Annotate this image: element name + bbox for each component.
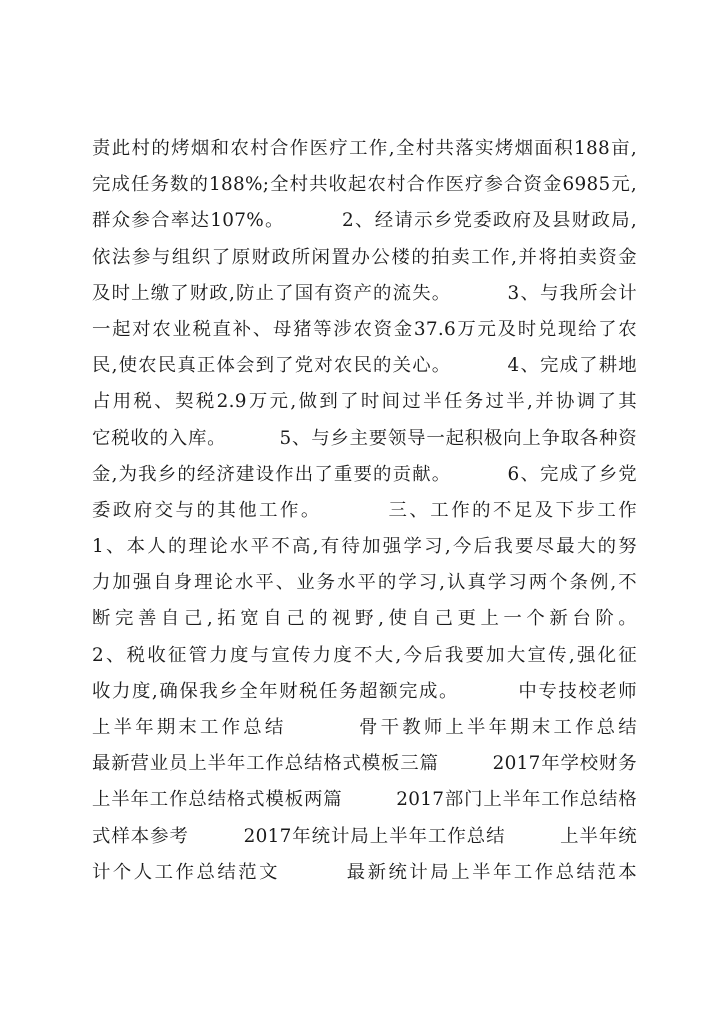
text-line: 上半年工作总结格式模板两篇 2017部门上半年工作总结格 bbox=[92, 789, 637, 811]
text-line: 及时上缴了财政,防止了国有资产的流失。 3、与我所会计 bbox=[92, 282, 637, 304]
text-line: 1、本人的理论水平不高,有待加强学习,今后我要尽最大的努 bbox=[92, 536, 637, 558]
text-line: 完成任务数的188%;全村共收起农村合作医疗参合资金6985元, bbox=[92, 174, 637, 196]
text-line: 群众参合率达107%。 2、经请示乡党委政府及县财政局, bbox=[92, 210, 637, 232]
body-text bbox=[92, 131, 637, 891]
text-line: 它税收的入库。 5、与乡主要领导一起积极向上争取各种资 bbox=[92, 427, 637, 449]
text-line: 依法参与组织了原财政所闲置办公楼的拍卖工作,并将拍卖资金 bbox=[92, 246, 637, 268]
text-line: 上半年期末工作总结 骨干教师上半年期末工作总结 bbox=[92, 717, 637, 738]
text-line: 民,使农民真正体会到了党对农民的关心。 4、完成了耕地 bbox=[92, 355, 637, 377]
text-line: 式样本参考 2017年统计局上半年工作总结 上半年统 bbox=[92, 825, 637, 847]
text-line: 收力度,确保我乡全年财税任务超额完成。 中专技校老师 bbox=[92, 680, 637, 702]
text-line: 金,为我乡的经济建设作出了重要的贡献。 6、完成了乡党 bbox=[92, 463, 637, 485]
text-line: 委政府交与的其他工作。 三、工作的不足及下步工作 bbox=[92, 499, 637, 521]
text-line: 断完善自己,拓宽自己的视野,使自己更上一个新台阶。 bbox=[92, 608, 637, 630]
text-line: 力加强自身理论水平、业务水平的学习,认真学习两个条例,不 bbox=[92, 572, 637, 594]
text-line: 一起对农业税直补、母猪等涉农资金37.6万元及时兑现给了农 bbox=[92, 318, 637, 340]
text-line: 最新营业员上半年工作总结格式模板三篇 2017年学校财务 bbox=[92, 753, 637, 775]
text-line: 2、税收征管力度与宣传力度不大,今后我要加大宣传,强化征 bbox=[92, 644, 637, 666]
text-line: 计个人工作总结范文 最新统计局上半年工作总结范本 bbox=[92, 861, 637, 883]
text-line: 占用税、契税2.9万元,做到了时间过半任务过半,并协调了其 bbox=[92, 391, 637, 413]
text-line: 责此村的烤烟和农村合作医疗工作,全村共落实烤烟面积188亩, bbox=[92, 138, 637, 159]
